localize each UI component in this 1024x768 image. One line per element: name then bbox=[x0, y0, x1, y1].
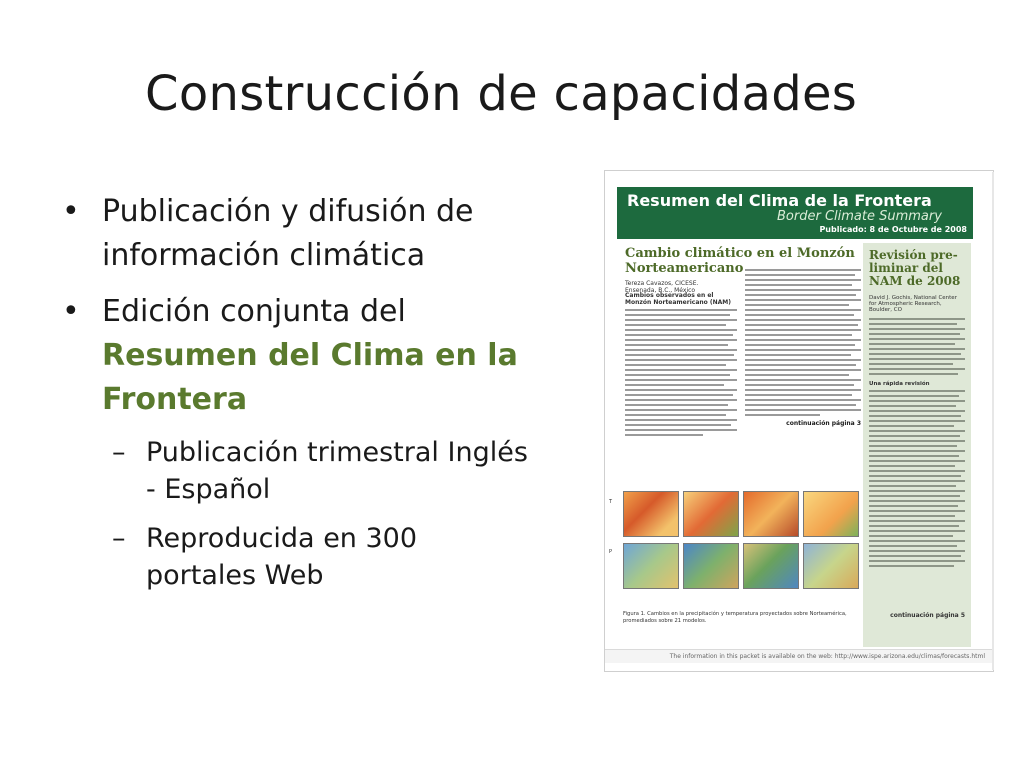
text-line bbox=[745, 294, 856, 296]
text-line bbox=[625, 319, 737, 321]
text-line bbox=[869, 450, 965, 452]
text-line bbox=[869, 460, 965, 462]
text-line bbox=[869, 420, 965, 422]
text-line bbox=[625, 309, 737, 311]
text-line bbox=[625, 429, 737, 431]
precipitation-map bbox=[803, 543, 859, 589]
text-line bbox=[745, 334, 852, 336]
text-line bbox=[625, 379, 737, 381]
text-line bbox=[869, 358, 965, 360]
text-line bbox=[745, 314, 854, 316]
text-line bbox=[745, 329, 861, 331]
text-line bbox=[869, 435, 960, 437]
text-line bbox=[625, 314, 730, 316]
text-line bbox=[745, 284, 852, 286]
climate-maps-figure bbox=[609, 491, 859, 603]
newsletter-footer: The information in this packet is available on the web: http://www.ispe.arizona.edu/climas/forecasts.html bbox=[605, 649, 993, 663]
text-line bbox=[625, 404, 728, 406]
text-line bbox=[745, 304, 849, 306]
text-line bbox=[869, 465, 955, 467]
text-line bbox=[625, 384, 724, 386]
slide-title: Construcción de capacidades bbox=[145, 66, 858, 122]
text-line bbox=[869, 353, 961, 355]
text-line bbox=[625, 389, 737, 391]
text-line bbox=[869, 373, 958, 375]
text-line bbox=[869, 410, 965, 412]
text-line bbox=[869, 535, 953, 537]
text-line bbox=[745, 339, 861, 341]
slide-content bbox=[62, 190, 532, 606]
dash-icon: – bbox=[112, 523, 126, 554]
text-line bbox=[869, 363, 953, 365]
text-line bbox=[745, 359, 861, 361]
newsletter-date: Publicado: 8 de Octubre de 2008 bbox=[819, 225, 967, 234]
text-line bbox=[869, 550, 965, 552]
sidebar-text bbox=[869, 315, 965, 570]
text-line bbox=[869, 525, 959, 527]
text-line bbox=[869, 390, 965, 392]
text-line bbox=[869, 495, 960, 497]
article-column-1 bbox=[625, 292, 737, 439]
text-line bbox=[745, 274, 855, 276]
bullet-2-text: Edición conjunta del bbox=[102, 294, 406, 329]
text-line bbox=[745, 374, 849, 376]
bullet-dot-icon: • bbox=[62, 194, 80, 229]
text-line bbox=[745, 309, 861, 311]
text-line bbox=[869, 395, 959, 397]
newsletter-subtitle: Border Climate Summary bbox=[777, 209, 942, 224]
temperature-map bbox=[803, 491, 859, 537]
text-line bbox=[869, 405, 956, 407]
text-line bbox=[869, 328, 965, 330]
sidebar-author: David J. Gochis, National Center for Atmospheric Research, Boulder, CO bbox=[869, 295, 957, 313]
text-line bbox=[869, 343, 955, 345]
text-line bbox=[745, 399, 861, 401]
text-line bbox=[745, 369, 861, 371]
text-line bbox=[869, 415, 961, 417]
text-line bbox=[869, 540, 965, 542]
text-line bbox=[869, 505, 958, 507]
text-line bbox=[625, 419, 737, 421]
text-line bbox=[625, 434, 703, 436]
text-line bbox=[625, 349, 737, 351]
article-continuation: continuación página 3 bbox=[786, 420, 861, 427]
sidebar-continuation: continuación página 5 bbox=[890, 612, 965, 619]
text-line bbox=[745, 379, 861, 381]
sub-bullet-2-text: Reproducida en 300 portales Web bbox=[146, 523, 418, 591]
dash-icon: – bbox=[112, 437, 126, 468]
text-line bbox=[869, 510, 965, 512]
text-line bbox=[869, 545, 957, 547]
text-line bbox=[625, 399, 737, 401]
temperature-map bbox=[683, 491, 739, 537]
text-line bbox=[869, 430, 965, 432]
bullet-2 bbox=[62, 290, 532, 422]
precipitation-map bbox=[683, 543, 739, 589]
text-line bbox=[869, 368, 965, 370]
text-line bbox=[869, 318, 965, 320]
temperature-map bbox=[743, 491, 799, 537]
text-line bbox=[745, 324, 858, 326]
text-line bbox=[869, 480, 965, 482]
text-line bbox=[745, 269, 861, 271]
text-line bbox=[869, 565, 954, 567]
text-line bbox=[625, 354, 734, 356]
text-line bbox=[869, 440, 965, 442]
text-line bbox=[869, 530, 965, 532]
newsletter-header bbox=[617, 187, 973, 239]
text-line bbox=[869, 470, 965, 472]
text-line bbox=[869, 400, 965, 402]
text-line bbox=[745, 404, 856, 406]
sub-bullet-2 bbox=[112, 520, 532, 594]
bullet-2-highlight: Resumen del Clima en la Frontera bbox=[102, 338, 518, 417]
bullet-1 bbox=[62, 190, 532, 278]
bullet-1-text: Publicación y difusión de información climática bbox=[102, 194, 474, 273]
text-line bbox=[625, 369, 737, 371]
sub-bullet-1-text: Publicación trimestral Inglés - Español bbox=[146, 437, 528, 505]
article-title: Cambio climático en el Monzón Norteamericano bbox=[625, 246, 855, 276]
text-line bbox=[745, 409, 861, 411]
temperature-map bbox=[623, 491, 679, 537]
sidebar-title: Revisión pre-liminar del NAM de 2008 bbox=[869, 248, 961, 288]
text-line bbox=[869, 445, 957, 447]
text-line bbox=[625, 329, 737, 331]
text-line bbox=[745, 279, 861, 281]
text-line bbox=[625, 334, 733, 336]
text-line bbox=[869, 485, 956, 487]
article-column-2 bbox=[745, 266, 861, 427]
text-line bbox=[869, 560, 965, 562]
text-line bbox=[745, 384, 854, 386]
text-line bbox=[745, 389, 861, 391]
article-affiliation: Ensenada, B.C., México bbox=[625, 287, 696, 294]
image-shadow bbox=[992, 172, 994, 670]
newsletter-title: Resumen del Clima de la Frontera bbox=[627, 191, 932, 210]
figure-caption: Figura 1. Cambios en la precipitación y temperatura proyectados sobre Norteamérica, promediados sobre 21 modelos. bbox=[623, 611, 847, 624]
text-line bbox=[869, 323, 957, 325]
text-line bbox=[745, 319, 861, 321]
text-line bbox=[625, 374, 730, 376]
text-line bbox=[745, 414, 820, 416]
text-line bbox=[869, 555, 961, 557]
article-author: Tereza Cavazos, CICESE. bbox=[625, 280, 699, 287]
text-line bbox=[625, 364, 726, 366]
text-line bbox=[745, 299, 861, 301]
text-line bbox=[869, 455, 959, 457]
precipitation-map bbox=[743, 543, 799, 589]
text-line bbox=[745, 349, 861, 351]
text-line bbox=[869, 333, 960, 335]
text-line bbox=[625, 424, 731, 426]
newsletter-sidebar bbox=[863, 243, 971, 647]
text-line bbox=[869, 490, 965, 492]
article-section-head: Cambios observados en el Monzón Norteamericano (NAM) bbox=[625, 292, 731, 306]
text-line bbox=[625, 359, 737, 361]
text-line bbox=[625, 409, 737, 411]
bullet-dot-icon: • bbox=[62, 294, 80, 329]
precipitation-map bbox=[623, 543, 679, 589]
newsletter-image bbox=[604, 170, 994, 672]
text-line bbox=[869, 338, 965, 340]
text-line bbox=[869, 348, 965, 350]
text-line bbox=[745, 364, 856, 366]
text-line bbox=[869, 475, 961, 477]
sidebar-section-head: Una rápida revisión bbox=[869, 381, 930, 387]
text-line bbox=[745, 289, 861, 291]
text-line bbox=[745, 354, 851, 356]
text-line bbox=[625, 394, 733, 396]
text-line bbox=[869, 520, 965, 522]
text-line bbox=[869, 515, 955, 517]
text-line bbox=[869, 425, 954, 427]
text-line bbox=[625, 324, 726, 326]
sub-bullet-1 bbox=[112, 434, 532, 508]
text-line bbox=[745, 344, 855, 346]
text-line bbox=[625, 414, 726, 416]
text-line bbox=[625, 344, 728, 346]
text-line bbox=[869, 500, 965, 502]
text-line bbox=[625, 339, 737, 341]
figure-axis-label: P bbox=[609, 549, 613, 555]
text-line bbox=[745, 394, 852, 396]
figure-axis-label: T bbox=[609, 499, 613, 505]
